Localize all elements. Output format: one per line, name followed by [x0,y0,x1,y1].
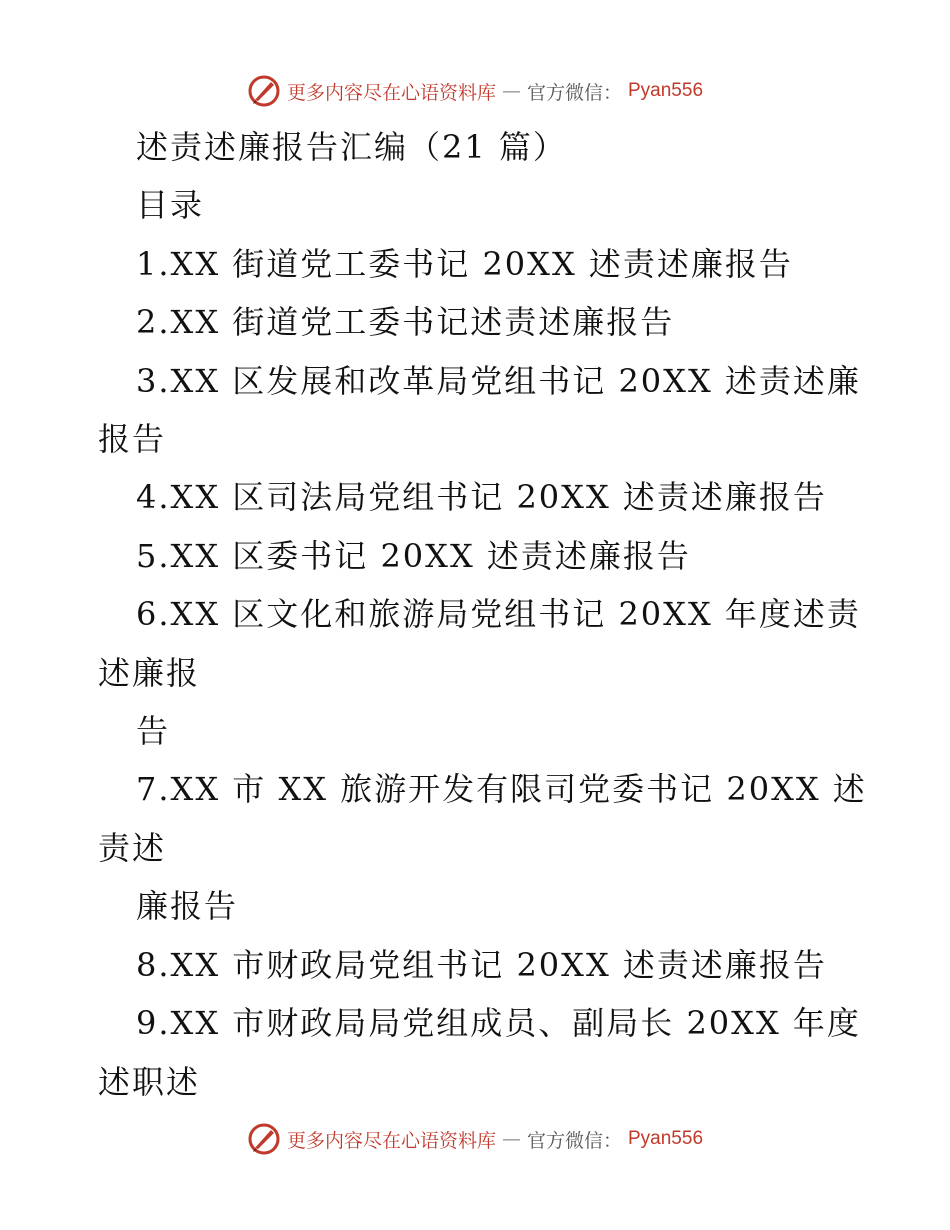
toc-line: 5.XX 区委书记 20XX 述责述廉报告 [136,536,691,575]
toc-line-wrap: 责述 [98,828,167,867]
watermark-dash: — [501,80,521,102]
watermark-dash: — [501,1128,521,1150]
watermark-text: 更多内容尽在心语资料库 [286,1129,496,1152]
document-body [98,118,867,1111]
toc-line: 8.XX 市财政局党组书记 20XX 述责述廉报告 [136,945,827,984]
toc-heading: 目录 [136,186,205,225]
watermark-contact-id: Pyan556 [628,80,704,101]
toc-line-wrap: 告 [136,712,171,751]
toc-line: 7.XX 市 XX 旅游开发有限司党委书记 20XX 述 [136,770,867,809]
watermark-contact-label: 官方微信： [526,1129,622,1152]
watermark-text: 更多内容尽在心语资料库 [286,81,496,104]
toc-line: 2.XX 街道党工委书记述责述廉报告 [136,303,675,342]
toc-line: 6.XX 区文化和旅游局党组书记 20XX 年度述责 [136,595,861,634]
document-title: 述责述廉报告汇编（21 篇） [136,128,567,166]
toc-line: 4.XX 区司法局党组书记 20XX 述责述廉报告 [136,478,827,517]
toc-line: 3.XX 区发展和改革局党组书记 20XX 述责述廉 [136,361,861,400]
quill-logo-icon [247,74,281,108]
toc-line-wrap: 报告 [98,420,167,459]
toc-line: 9.XX 市财政局局党组成员、副局长 20XX 年度 [136,1004,861,1043]
watermark-contact-id: Pyan556 [628,1128,704,1149]
toc-line-wrap: 述职述 [98,1062,201,1101]
watermark-contact-label: 官方微信： [526,81,622,104]
watermark-footer [0,1122,950,1156]
toc-line-wrap: 述廉报 [98,653,201,692]
toc-line: 1.XX 街道党工委书记 20XX 述责述廉报告 [136,244,793,283]
watermark-header [0,74,950,108]
toc-line-wrap: 廉报告 [136,887,239,926]
quill-logo-icon [247,1122,281,1156]
